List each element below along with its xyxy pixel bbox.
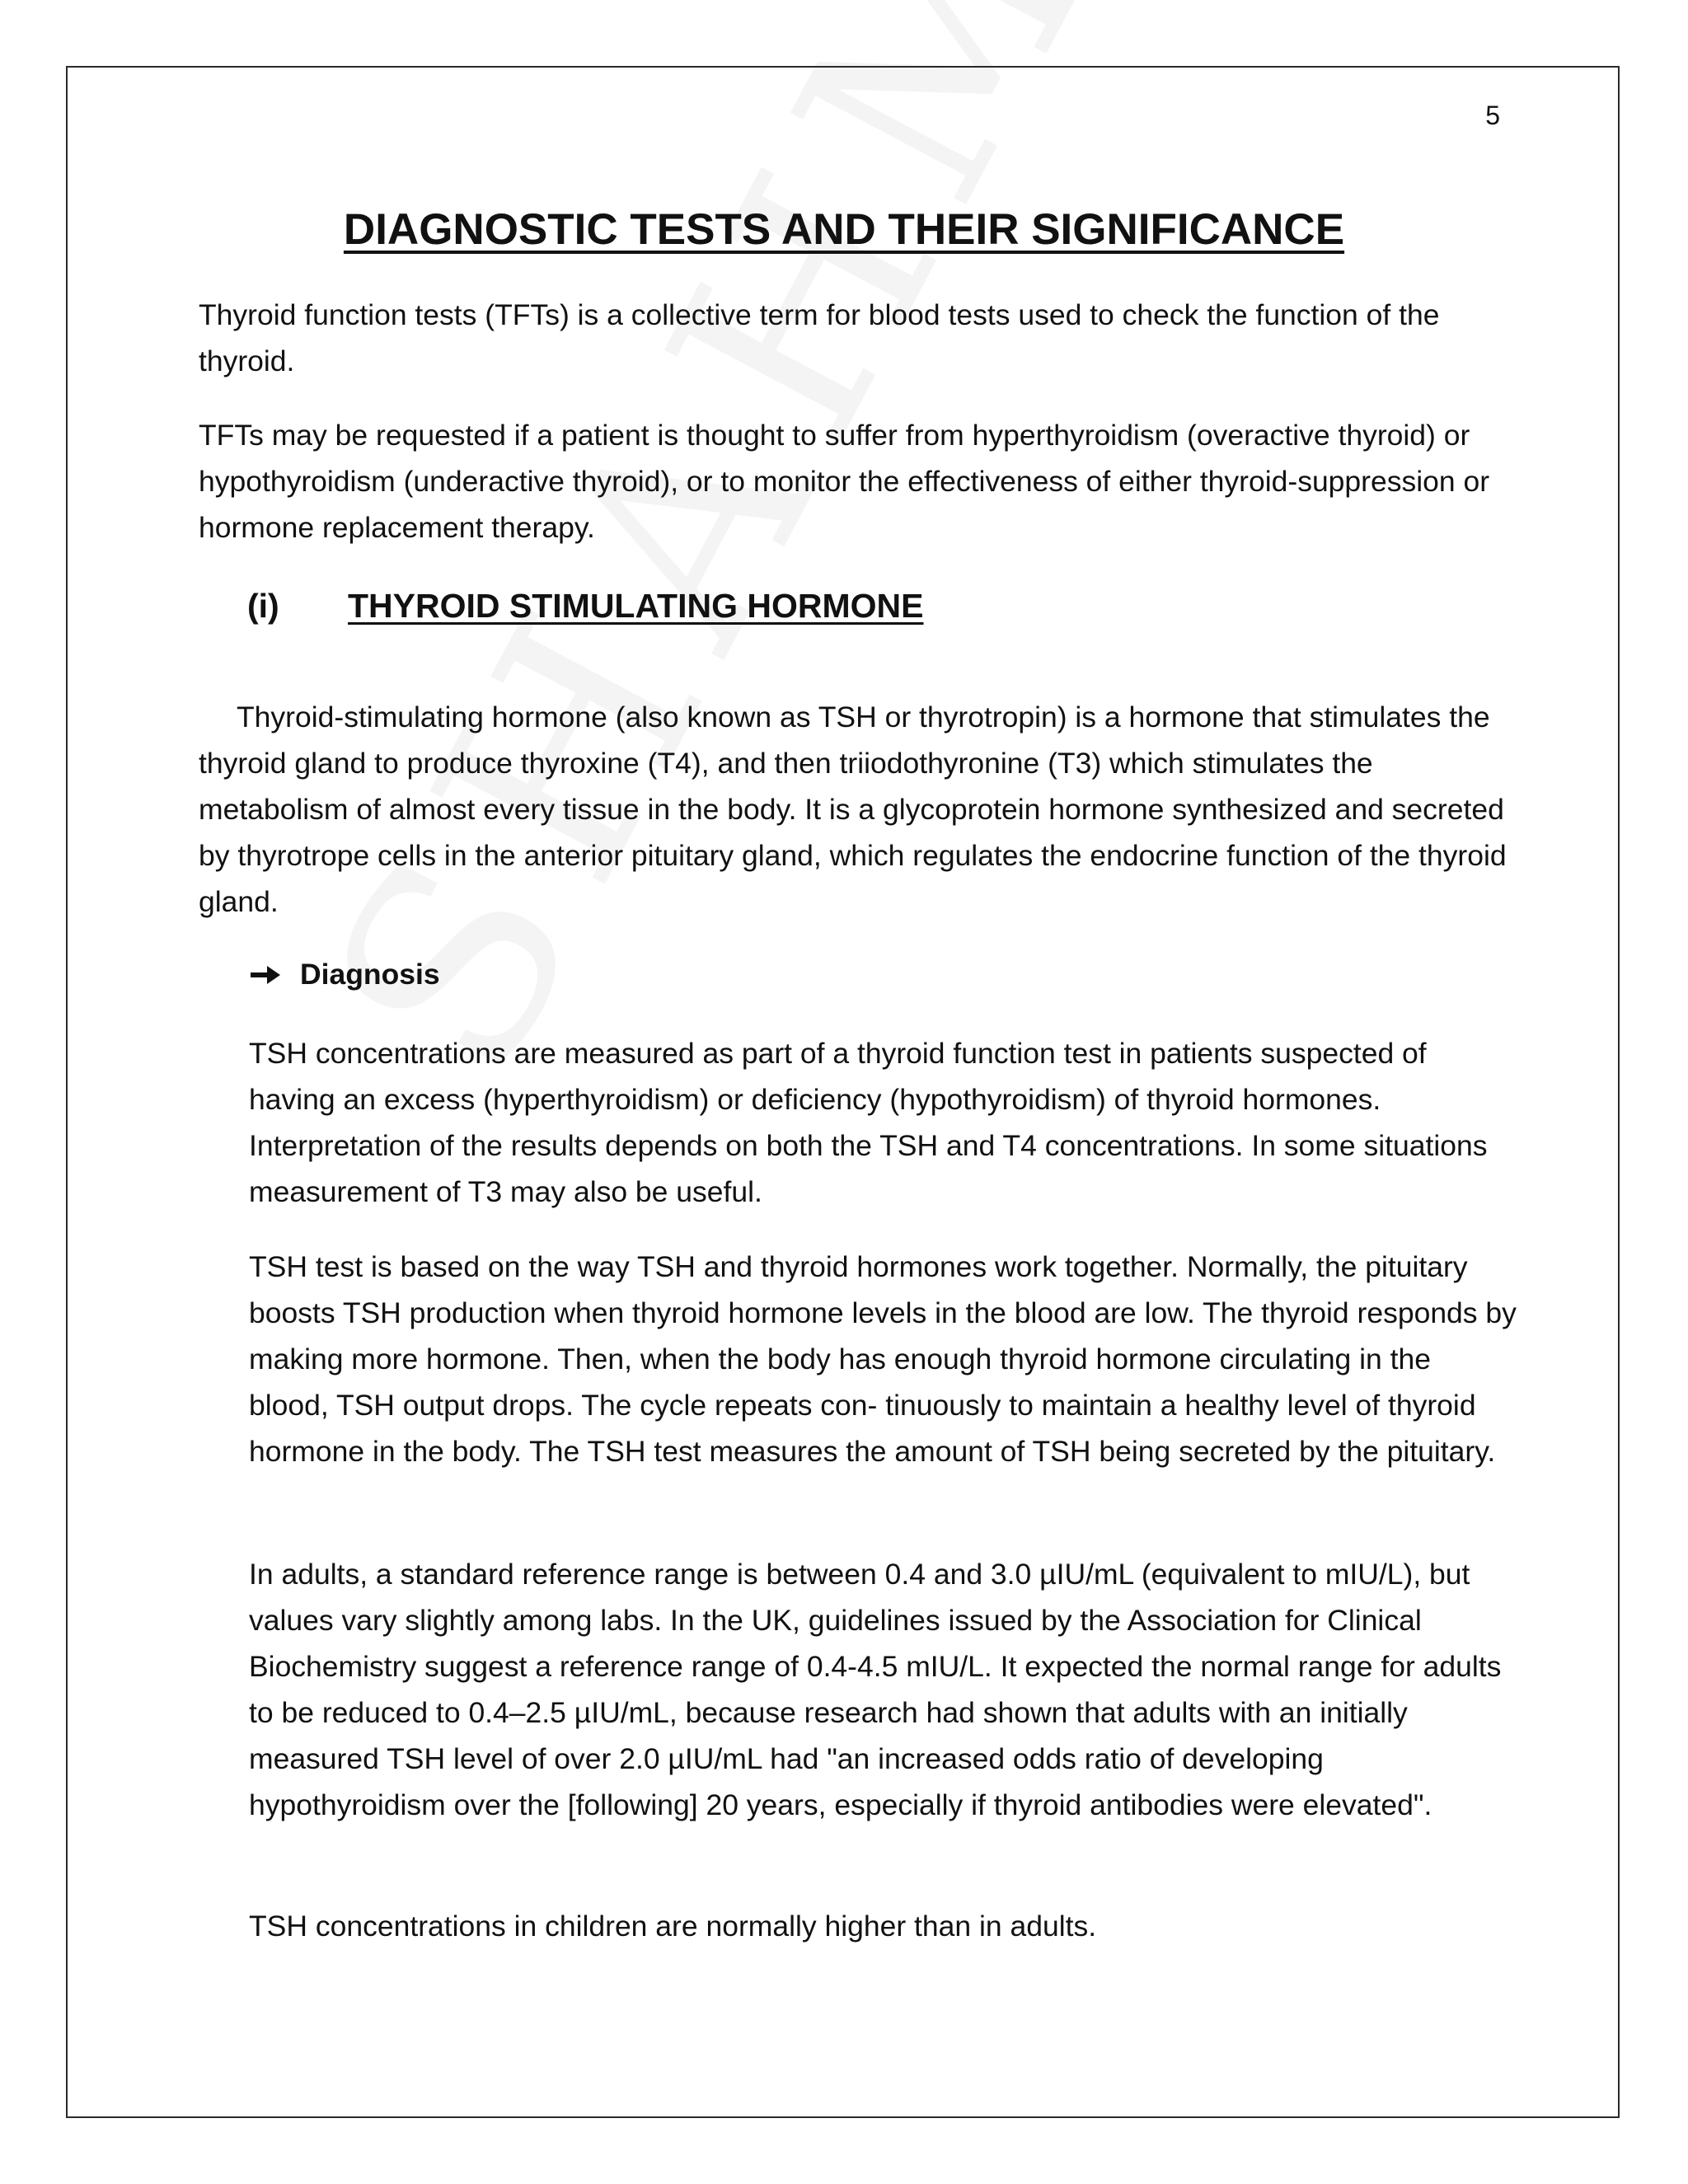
- diagnosis-paragraph-2: TSH test is based on the way TSH and thyroid hormones work together. Normally, the pituitary boosts TSH production when thyroid hormone levels in the blood are low. The thyroid responds by making more hormone. Then, when the body has enough thyroid hormone circulating in the blood, TSH output drops. The cycle repeats con- tinuously to maintain a healthy level of thyroid hormone in the body. The TSH test measures the amount of TSH being secreted by the pituitary.: [249, 1250, 1517, 1468]
- section-number: (i): [247, 587, 279, 625]
- section-paragraph: Thyroid-stimulating hormone (also known as TSH or thyrotropin) is a hormone that stimulates the thyroid gland to produce thyroxine (T4), and then triiodothyronine (T3) which stimulates the metabolism of almost every tissue in the body. It is a glycoprotein hormone synthesized and secreted by thyrotrope cells in the anterior pituitary gland, which regulates the endocrine function of the thyroid gland.: [199, 701, 1507, 918]
- diagnosis-paragraph-1: TSH concentrations are measured as part of a thyroid function test in patients suspected of having an excess (hyperthyroidism) or deficiency (hypothyroidism) of thyroid hormones. Interpretation of the results depends on both the TSH and T4 concentrations. In some situations measurement of T3 may also be useful.: [249, 1037, 1488, 1208]
- page-title: DIAGNOSTIC TESTS AND THEIR SIGNIFICANCE: [343, 205, 1345, 254]
- diagnosis-paragraph-3: In adults, a standard reference range is between 0.4 and 3.0 µIU/mL (equivalent to mIU/L), but values vary slightly among labs. In the UK, guidelines issued by the Association for Clinical Biochemistry suggest a reference range of 0.4-4.5 mIU/L. It expected the normal range for adults to be reduced to 0.4–2.5 µIU/mL, because research had shown that adults with an initially measured TSH level of over 2.0 µIU/mL had "an increased odds ratio of developing hypothyroidism over the [following] 20 years, especially if thyroid antibodies were elevated".: [249, 1558, 1502, 1821]
- intro-paragraph-2: TFTs may be requested if a patient is thought to suffer from hyperthyroidism (overactive thyroid) or hypothyroidism (underactive thyroid), or to monitor the effectiveness of either thyroid-suppression or hormone replacement therapy.: [199, 419, 1490, 544]
- section-heading: [247, 587, 923, 626]
- diagnosis-heading: [249, 958, 440, 991]
- section-title: THYROID STIMULATING HORMONE: [348, 587, 924, 625]
- page-number: 5: [1485, 101, 1500, 130]
- intro-paragraph-1: Thyroid function tests (TFTs) is a collective term for blood tests used to check the function of the thyroid.: [199, 298, 1440, 377]
- right-arrow-icon: [249, 963, 282, 987]
- diagnosis-heading-label: Diagnosis: [300, 958, 440, 991]
- diagnosis-paragraph-4: TSH concentrations in children are normally higher than in adults.: [249, 1910, 1097, 1943]
